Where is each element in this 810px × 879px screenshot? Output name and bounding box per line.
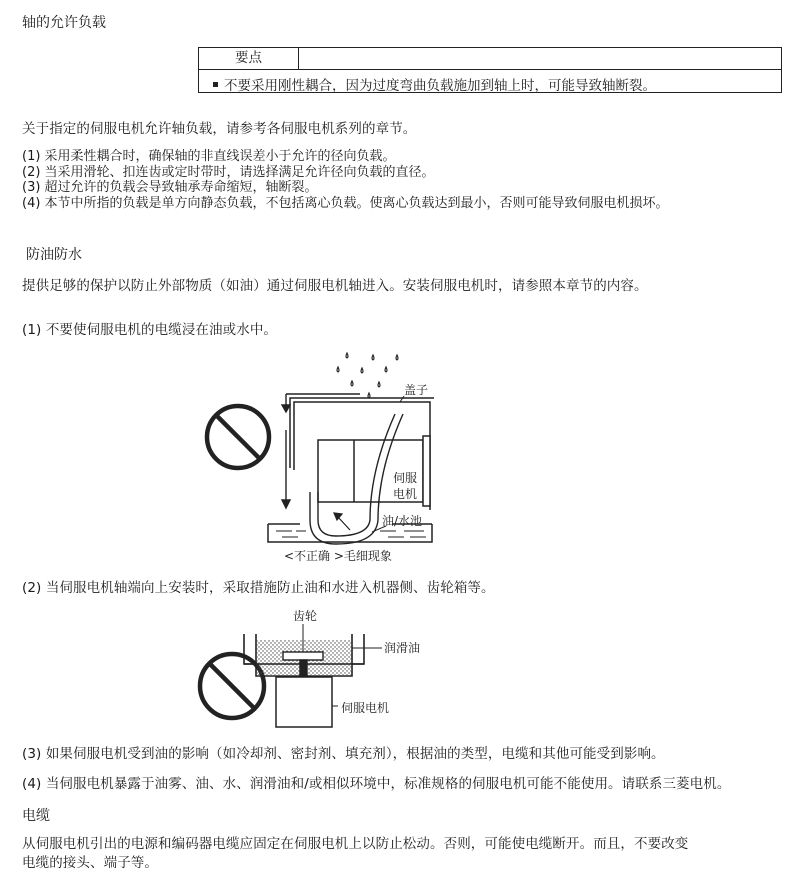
list-item: (4) 本节中所指的负载是单方向静态负载，不包括离心负载。使离心负载达到最小，否则可能导致伺服电机损坏。	[22, 195, 669, 211]
list-item: (1) 采用柔性耦合时，确保轴的非直线误差小于允许的径向负载。	[22, 149, 396, 164]
motor-label-line2: 电机	[393, 487, 418, 501]
oil-intro: 提供足够的保护以防止外部物质（如油）通过伺服电机轴进入。安装伺服电机时，请参照本章节的内容。	[22, 278, 648, 294]
section-title-cable: 电缆	[22, 808, 50, 824]
oil-item-3: (3) 如果伺服电机受到油的影响（如冷却剂、密封剂、填充剂），根据油的类型，电缆和其他可能受到影响。	[22, 746, 665, 762]
motor-label-line1: 伺服	[393, 471, 418, 485]
servo-motor-label: 伺服电机	[341, 701, 390, 715]
key-point-item-text: 不要采用刚性耦合，因为过度弯曲负载施加到轴上时，可能导致轴断裂。	[224, 78, 656, 94]
list-item: (2) 当采用滑轮、扣连齿或定时带时，请选择满足允许径向负载的直径。	[22, 164, 435, 180]
key-point-header: 要点	[199, 48, 299, 70]
section-title-shaft-load: 轴的允许负载	[22, 15, 106, 31]
capillary-arrow	[334, 513, 350, 530]
cover-label: 盖子	[404, 383, 429, 397]
servo-motor-shape	[276, 677, 332, 727]
shaft-load-intro: 关于指定的伺服电机允许轴负载，请参考各伺服电机系列的章节。	[22, 121, 417, 137]
gear-label: 齿轮	[293, 609, 318, 623]
figure1-caption: <不正确 >毛细现象	[284, 549, 392, 563]
prohibited-icon	[207, 406, 269, 468]
oil-item-4: (4) 当伺服电机暴露于油雾、油、水、润滑油和/或相似环境中，标准规格的伺服电机可能不能使用。请联系三菱电机。	[22, 776, 731, 792]
list-item: (3) 超过允许的负载会导致轴承寿命缩短，轴断裂。	[22, 180, 318, 195]
section-title-oil-water: 防油防水	[26, 247, 82, 263]
cable-text-line1: 从伺服电机引出的电源和编码器电缆应固定在伺服电机上以防止松动。否则，可能使电缆断开。而且，不要改变	[22, 836, 689, 852]
pool-label: 油/水池	[382, 514, 423, 528]
oil-item-1: (1) 不要使伺服电机的电缆浸在油或水中。	[22, 322, 278, 338]
water-drops-icon	[337, 353, 398, 398]
oil-item-2: (2) 当伺服电机轴端向上安装时，采取措施防止油和水进入机器侧、齿轮箱等。	[22, 580, 495, 596]
cable-text-line2: 电缆的接头、端子等。	[22, 855, 158, 871]
lubricant-label: 润滑油	[384, 641, 421, 655]
